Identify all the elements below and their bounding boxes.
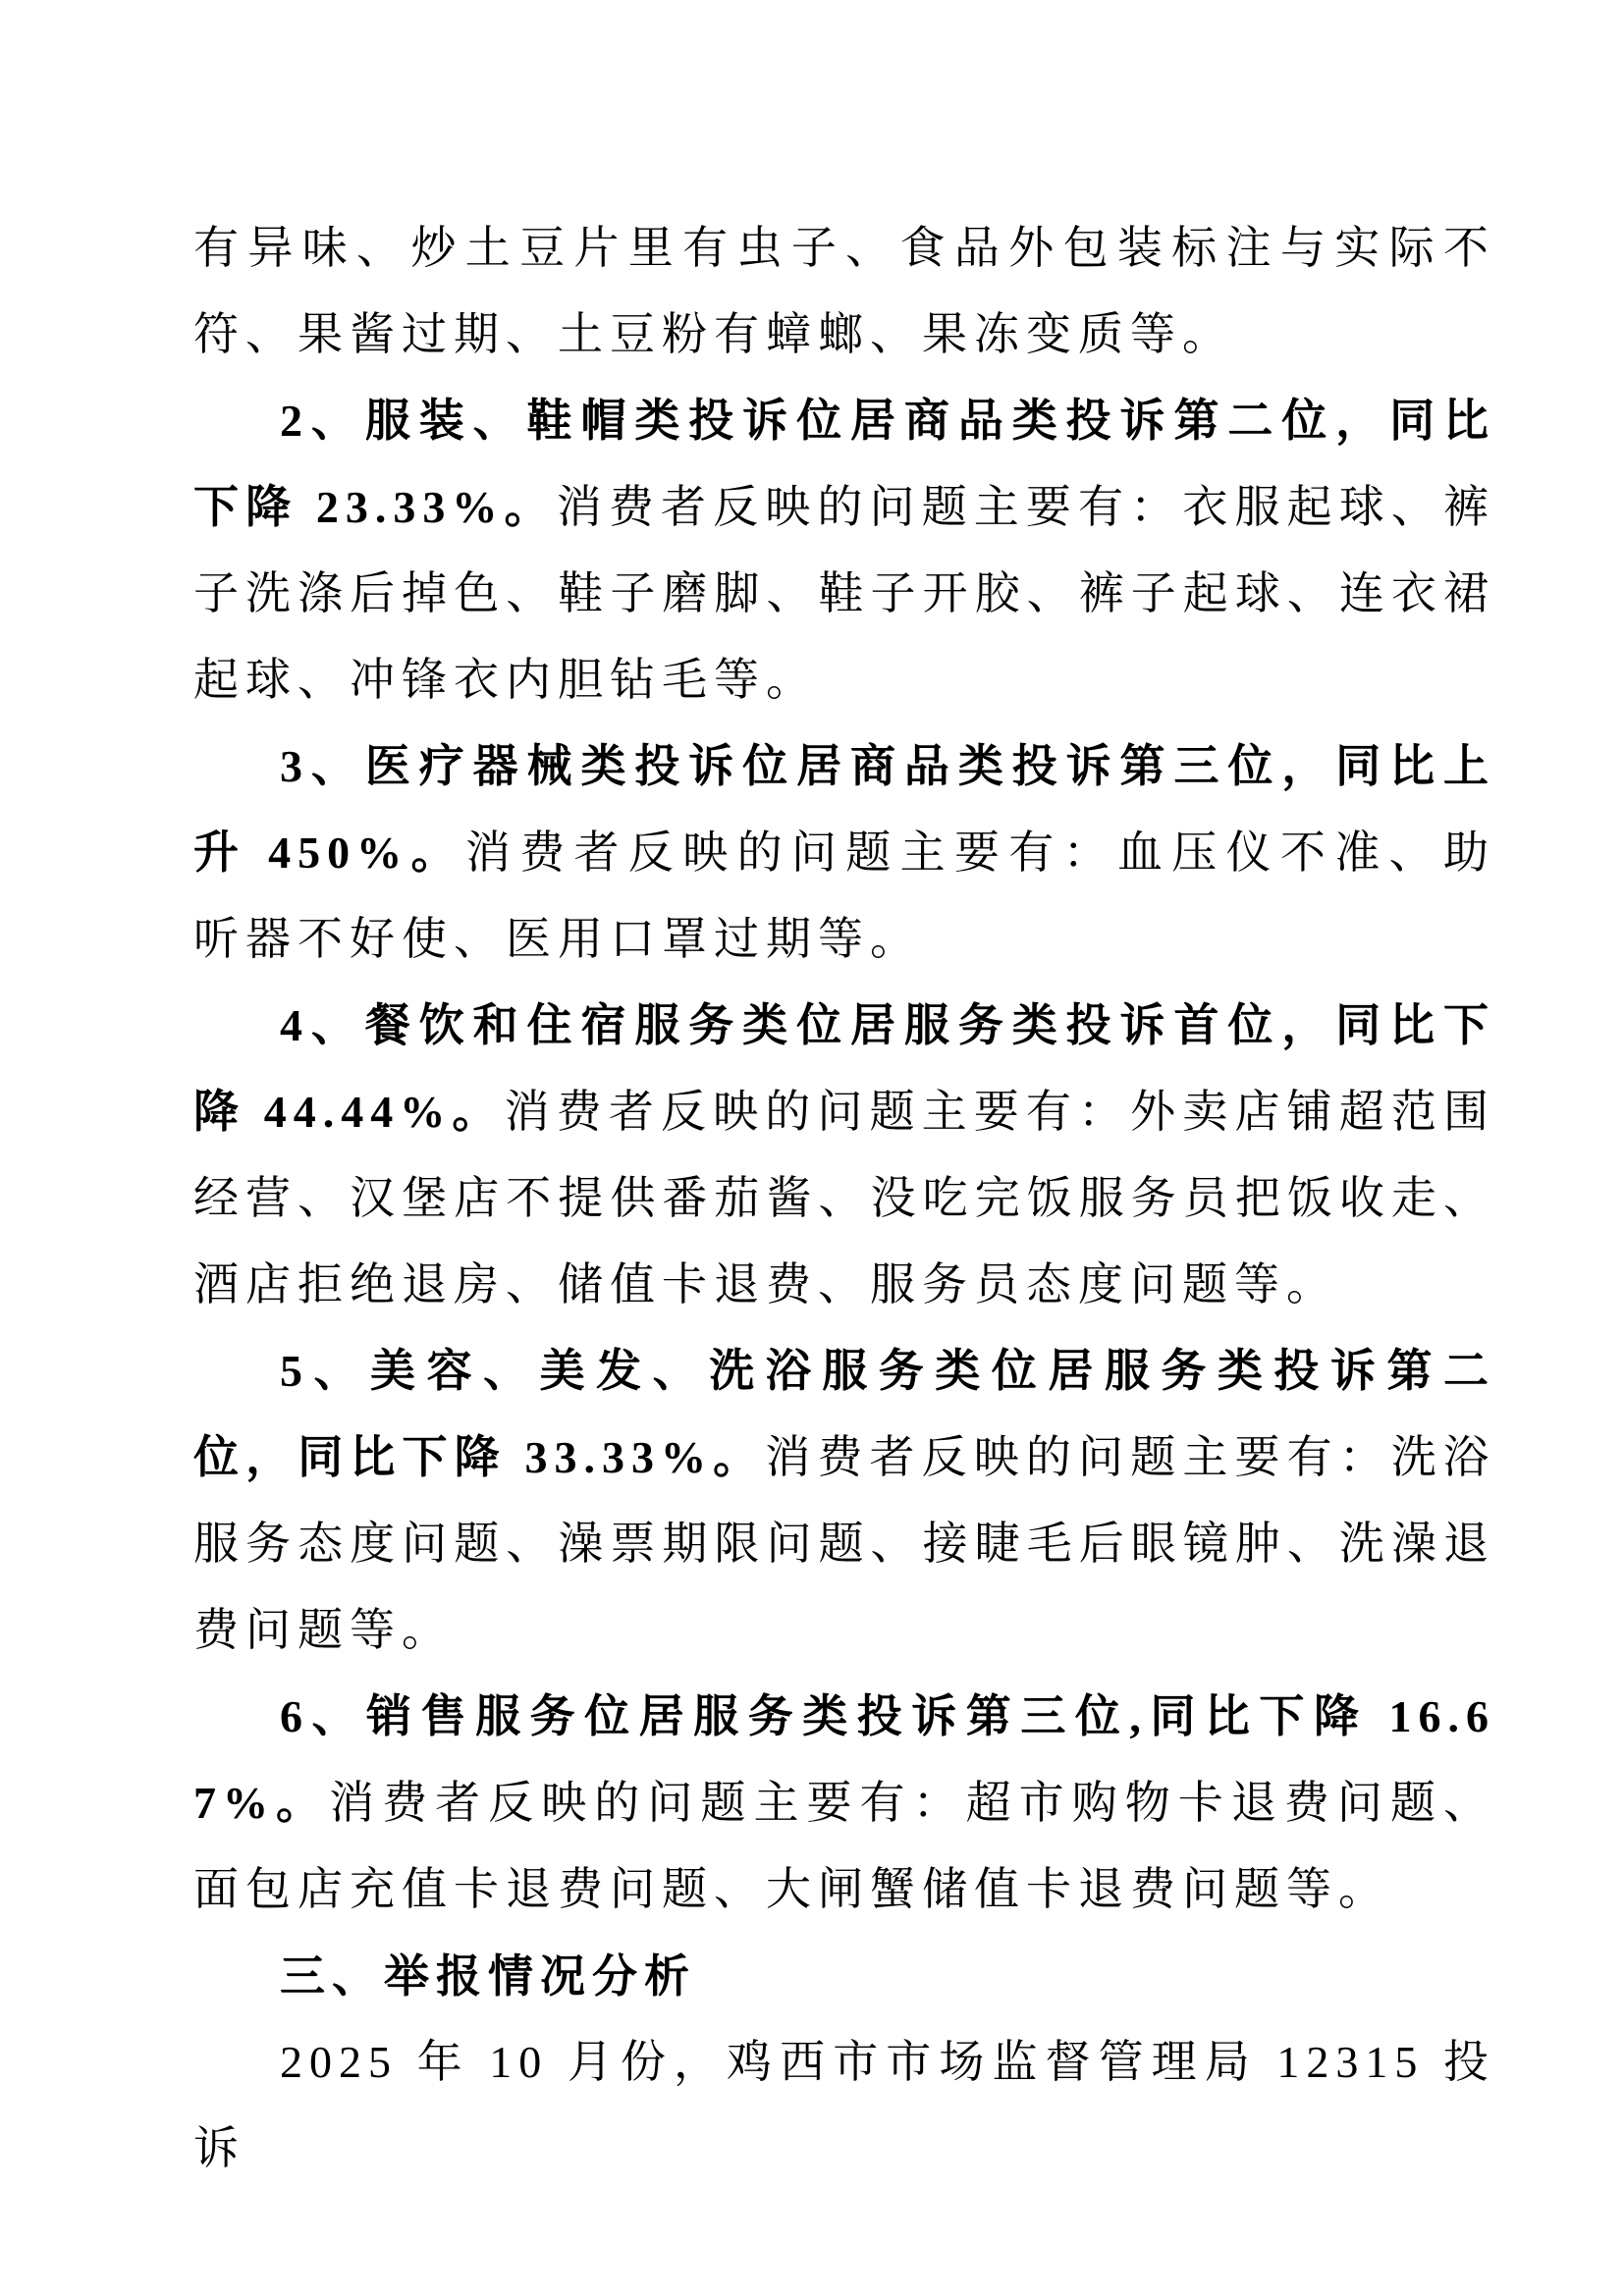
heading-text: 三、举报情况分析 [280,1950,696,2002]
para-text: 2025 年 10 月份，鸡西市市场监督管理局 12315 投诉 [193,2037,1495,2173]
document-text-block [193,205,1495,2192]
para-bold-lead: 3、医疗器械类投诉位居商品类投诉第三位，同比上升 450%。 [193,741,1495,878]
para-item-3-medical-devices [193,723,1495,983]
para-bold-lead: 5、美容、美发、洗浴服务类位居服务类投诉第二位，同比下降 33.33%。 [193,1346,1495,1482]
para-food-issues-continuation [193,205,1495,378]
para-text: 消费者反映的问题主要有：洗浴服务态度问题、澡票期限问题、接睫毛后眼镜肿、洗澡退费问题等。 [193,1432,1496,1655]
para-bold-lead: 2、服装、鞋帽类投诉位居商品类投诉第二位，同比下降 23.33%。 [193,396,1495,532]
para-text: 消费者反映的问题主要有：血压仪不准、助听器不好使、医用口罩过期等。 [193,828,1496,964]
para-item-6-sales-service [193,1674,1495,1933]
para-item-2-clothing [193,378,1495,723]
para-item-4-catering-lodging [193,983,1495,1328]
para-text: 消费者反映的问题主要有：外卖店铺超范围经营、汉堡店不提供番茄酱、没吃完饭服务员把饭收走、酒店拒绝退房、储值卡退费、服务员态度问题等。 [193,1087,1496,1309]
para-text: 消费者反映的问题主要有：衣服起球、裤子洗涤后掉色、鞋子磨脚、鞋子开胶、裤子起球、连衣裙起球、冲锋衣内胆钻毛等。 [193,482,1496,705]
para-bold-lead: 4、餐饮和住宿服务类位居服务类投诉首位，同比下降 44.44%。 [193,1000,1495,1137]
para-text: 消费者反映的问题主要有：超市购物卡退费问题、面包店充值卡退费问题、大闸蟹储值卡退费问题等。 [193,1778,1496,1914]
para-closing-2025-october [193,2019,1495,2192]
section-heading-report-analysis [193,1933,1495,2019]
para-item-5-beauty-bath [193,1328,1495,1674]
para-bold-lead: 6、销售服务位居服务类投诉第三位,同比下降 16.67%。 [193,1691,1495,1828]
para-text: 有异味、炒土豆片里有虫子、食品外包装标注与实际不符、果酱过期、土豆粉有蟑螂、果冻变质等。 [193,223,1495,359]
